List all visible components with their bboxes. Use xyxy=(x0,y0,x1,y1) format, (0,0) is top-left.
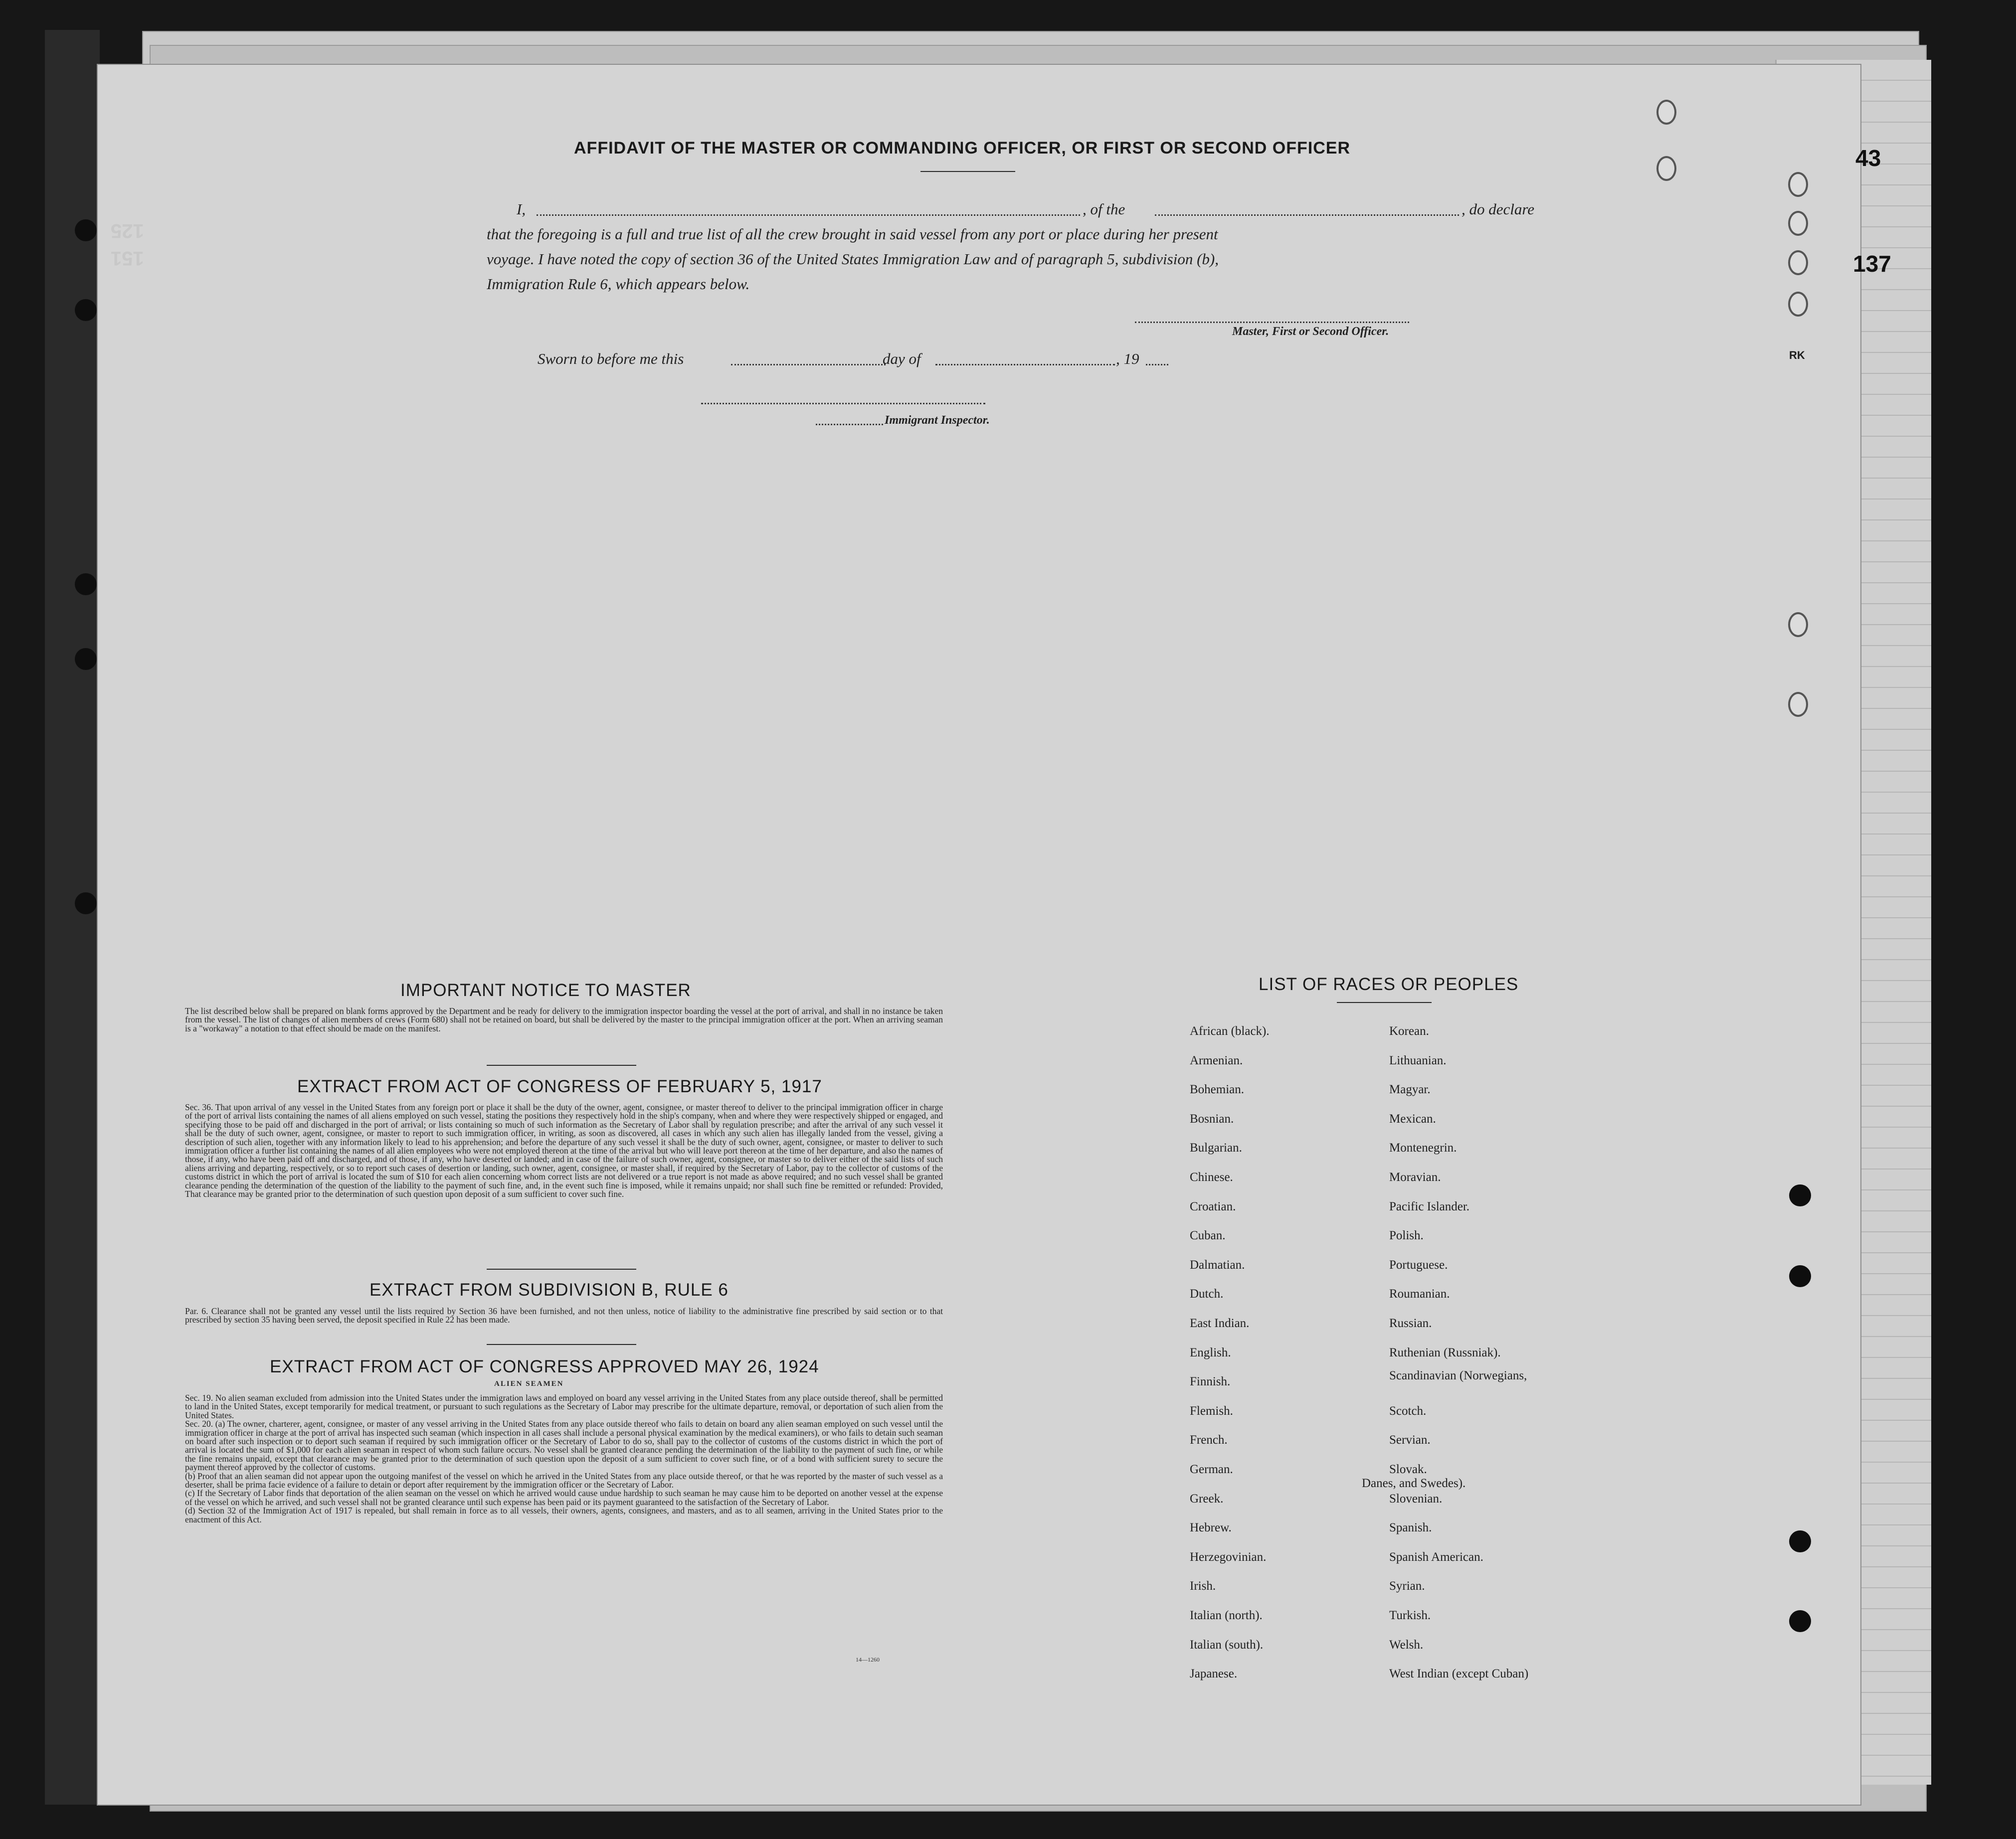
race-right-item: Slovak. xyxy=(1389,1463,1427,1476)
race-right-item: Moravian. xyxy=(1389,1170,1441,1184)
race-left-item: Italian (south). xyxy=(1190,1638,1264,1652)
race-left-item: Hebrew. xyxy=(1190,1521,1232,1535)
race-right-item: Mexican. xyxy=(1389,1112,1436,1126)
year-label: , 19 xyxy=(1116,350,1139,367)
sec-20a: Sec. 20. (a) The owner, charterer, agent, consignee, or master of any vessel arriving in the United States from any place outside thereof who fails to detain on board any alien seaman employed on such vessel until the immigration officer in charge at the port of arrival has inspected such seaman (which inspection in all cases shall include a personal physical examination by the medical examiners), or who fails to detain such seaman on board after such inspection or to deport such seaman if required by such immigration officer or the Secretary of Labor to do so, shall pay to the collector of customs of the customs district in which the port of arrival is located the sum of $1,000 for each alien seaman in respect of whom such failure occurs. No vessel shall be granted clearance pending the determination of the liability to the payment of such fine, or while the fine remains unpaid, except that clearance may be granted prior to the determination of such question upon the deposit of a sum sufficient to cover such fine, or of a bond with sufficient surety to secure the payment thereof approved by the collector of customs. xyxy=(185,1419,943,1473)
race-left-item: French. xyxy=(1190,1433,1228,1447)
race-left-item: Cuban. xyxy=(1190,1229,1226,1243)
sworn-year-blank[interactable] xyxy=(1146,364,1168,365)
race-left-item: Croatian. xyxy=(1190,1199,1236,1213)
punch-hole-ring xyxy=(1656,156,1676,181)
rule6-body: Par. 6. Clearance shall not be granted any vessel until the lists required by Section 36 have been furnished, and not then unless, notice of liability to the administrative fine prescribed by said section or to that prescribed by section 35 having been served, the deposit specified in Rule 22 has been made. xyxy=(185,1306,943,1325)
race-left-item: Bosnian. xyxy=(1190,1112,1234,1126)
extract-1917-divider xyxy=(487,1269,636,1270)
affidavit-declare-label: , do declare xyxy=(1462,200,1535,218)
race-right-item: Roumanian. xyxy=(1389,1287,1450,1301)
race-left-item: Japanese. xyxy=(1190,1667,1238,1681)
race-right-item: Welsh. xyxy=(1389,1638,1424,1652)
race-right-item: Turkish. xyxy=(1389,1609,1431,1622)
sec-20d: (d) Section 32 of the Immigration Act of 1917 is repealed, but shall remain in force as to all vessels, their owners, agents, consignees, and masters, and as to all seamen, arriving in the United States prior to the enactment of this Act. xyxy=(185,1505,943,1524)
affidavit-i-label: I, xyxy=(517,200,526,218)
rule6-divider xyxy=(487,1344,636,1345)
race-right-item: Spanish American. xyxy=(1389,1550,1483,1564)
punch-hole xyxy=(1789,1530,1811,1552)
extract-1924-body xyxy=(185,1394,943,1524)
race-right-item: West Indian (except Cuban) xyxy=(1389,1667,1529,1681)
sec-20c: (c) If the Secretary of Labor finds that deportation of the alien seaman on the vessel on which he arrived would cause undue hardship to such seaman he may cause him to be deported on another vessel at the expense of the vessel on which he arrived, and such vessel shall not be granted clearance until such expense has been paid or its payment guaranteed to the satisfaction of the Secretary of Labor. xyxy=(185,1488,943,1507)
rule6-title: EXTRACT FROM SUBDIVISION B, RULE 6 xyxy=(369,1280,729,1300)
race-right-item: Portuguese. xyxy=(1389,1258,1448,1272)
race-left-item: English. xyxy=(1190,1345,1231,1359)
affidavit-line-3: voyage. I have noted the copy of section 36 of the United States Immigration Law and of paragraph 5, subdivision (b), xyxy=(487,250,1219,268)
master-signature-blank[interactable] xyxy=(1135,322,1409,323)
race-left-item: Irish. xyxy=(1190,1579,1216,1593)
race-right-item: Ruthenian (Russniak). xyxy=(1389,1345,1501,1359)
inspector-signature-blank[interactable] xyxy=(701,403,985,404)
binder-edge xyxy=(45,30,100,1805)
left-margin-number-1: 125 xyxy=(111,220,144,242)
punch-hole-ring xyxy=(1656,100,1676,125)
race-left-item: Dalmatian. xyxy=(1190,1258,1245,1272)
punch-hole-ring xyxy=(1788,292,1808,317)
race-left-item: East Indian. xyxy=(1190,1317,1250,1330)
form-number: 14—1260 xyxy=(856,1656,880,1663)
notice-divider xyxy=(487,1065,636,1066)
race-right-item: Spanish. xyxy=(1389,1521,1432,1535)
punch-hole-ring xyxy=(1788,211,1808,236)
mark-rk: RK xyxy=(1789,349,1805,361)
extract-1924-title: EXTRACT FROM ACT OF CONGRESS APPROVED MAY 26, 1924 xyxy=(270,1357,819,1376)
race-scandinavian-continued: Danes, and Swedes). xyxy=(1362,1477,1466,1490)
race-right-item: Korean. xyxy=(1389,1024,1429,1038)
race-right-item: Scandinavian (Norwegians, xyxy=(1389,1369,1527,1383)
title-underline xyxy=(920,171,1015,172)
punch-hole xyxy=(1789,1184,1811,1206)
affidavit-line-4: Immigration Rule 6, which appears below. xyxy=(487,275,750,293)
race-right-item: Montenegrin. xyxy=(1389,1141,1457,1155)
race-left-item: Italian (north). xyxy=(1190,1609,1263,1622)
stamp-number: 137 xyxy=(1853,251,1891,277)
race-right-item: Lithuanian. xyxy=(1389,1053,1447,1067)
sec-20b: (b) Proof that an alien seaman did not appear upon the outgoing manifest of the vessel on which he arrived in the United States from any place outside thereof, or that he was reported by the master of such vessel as a deserter, shall be prima facie evidence of a failure to detain or deport after requirement by the immigration officer or the Secretary of Labor. xyxy=(185,1471,943,1490)
alien-seamen-subtitle: ALIEN SEAMEN xyxy=(494,1380,564,1388)
notice-title: IMPORTANT NOTICE TO MASTER xyxy=(400,981,691,1000)
affidavit-of-the-label: , of the xyxy=(1083,200,1125,218)
race-left-item: Dutch. xyxy=(1190,1287,1224,1301)
race-right-item: Magyar. xyxy=(1389,1083,1431,1097)
races-underline xyxy=(1337,1002,1432,1003)
race-right-item: Slovenian. xyxy=(1389,1492,1443,1505)
punch-hole-ring xyxy=(1788,692,1808,717)
extract-1917-title: EXTRACT FROM ACT OF CONGRESS OF FEBRUARY 5, 1917 xyxy=(297,1077,822,1096)
binder-hole xyxy=(75,219,97,241)
race-left-item: Flemish. xyxy=(1190,1404,1233,1418)
master-caption: Master, First or Second Officer. xyxy=(1232,325,1389,338)
race-right-item: Scotch. xyxy=(1389,1404,1427,1418)
race-left-item: Bulgarian. xyxy=(1190,1141,1242,1155)
vessel-blank[interactable] xyxy=(1155,214,1459,216)
race-left-item: German. xyxy=(1190,1463,1233,1476)
race-right-item: Russian. xyxy=(1389,1317,1432,1330)
affidavit-title: AFFIDAVIT OF THE MASTER OR COMMANDING OFFICER, OR FIRST OR SECOND OFFICER xyxy=(574,139,1350,158)
race-left-item: Finnish. xyxy=(1190,1375,1231,1389)
race-left-item: Bohemian. xyxy=(1190,1083,1245,1097)
affidavit-line-2: that the foregoing is a full and true list of all the crew brought in said vessel from any port or place during her present xyxy=(487,225,1218,243)
binder-hole xyxy=(75,299,97,321)
left-margin-number-2: 151 xyxy=(111,247,144,269)
inspector-blank-2[interactable] xyxy=(816,424,883,425)
race-right-item: Syrian. xyxy=(1389,1579,1425,1593)
sworn-month-blank[interactable] xyxy=(935,364,1115,365)
punch-hole-ring xyxy=(1788,250,1808,275)
binder-hole xyxy=(75,892,97,914)
race-left-item: Greek. xyxy=(1190,1492,1224,1505)
inspector-caption: Immigrant Inspector. xyxy=(885,414,990,427)
punch-hole-ring xyxy=(1788,172,1808,197)
page-number-top: 43 xyxy=(1855,145,1881,171)
day-of-label: day of xyxy=(883,350,921,367)
notice-body: The list described below shall be prepared on blank forms approved by the Department and be ready for delivery to the immigration inspector boarding the vessel at the port of arrival, and shall in no instance be taken from the vessel. The list of changes of alien members of crews (Form 680) shall not be retained on board, but shall be delivered by the master to the principal immigration officer at the port. When an arriving seaman is a "workaway" a notation to that effect should be made on the manifest. xyxy=(185,1006,943,1033)
sworn-day-blank[interactable] xyxy=(731,364,886,365)
extract-1917-body: Sec. 36. That upon arrival of any vessel in the United States from any foreign port or place it shall be the duty of the owner, agent, consignee, or master thereof to deliver to the principal immigration officer in charge of the port of arrival lists containing the names of all aliens employed on such vessel, stating the positions they respectively hold in the ship's company, when and where they were respectively shipped or engaged, and specifying those to be paid off and discharged in the port of arrival; or lists containing so much of such information as the Secretary of Labor shall by regulation prescribe; and after the arrival of any such vessel it shall be the duty of such owner, agent, consignee, or master to report to such immigration officer, in writing, as soon as discovered, all cases in which any such alien has illegally landed from the vessel, giving a description of such alien, together with any information likely to lead to his apprehension; and before the departure of any such vessel it shall be the duty of such owner, agent, consignee, or master to deliver to such immigration officer a further list containing the names of all alien employees who were not employed thereon at the time of the arrival but who will leave port thereon at the time of her departure, and also the names of those, if any, who have been paid off and discharged, and of those, if any, who have deserted or landed; and in case of the failure of such owner, agent, consignee, or master so to deliver either of the said lists of such aliens arriving and departing, respectively, or so to report such cases of desertion or landing, such owner, agent, consignee, or master shall, if required by the Secretary of Labor, pay to the collector of customs of the customs district in which the port of arrival is located the sum of $10 for each alien concerning whom correct lists are not delivered or a true report is not made as above required; and no such vessel shall be granted clearance pending the determination of the question of the liability to the payment of such fine, and, in the event such fine is imposed, while it remains unpaid; nor shall such fine be remitted or refunded: Provided, That clearance may be granted prior to the determination of such question upon deposit of a sum sufficient to cover such fine. xyxy=(185,1102,943,1199)
sec-19: Sec. 19. No alien seaman excluded from admission into the United States under the immigration laws and employed on board any vessel arriving in the United States from any place outside thereof, shall be permitted to land in the United States, except temporarily for medical treatment, or pursuant to such regulations as the Secretary of Labor may prescribe for the ultimate departure, removal, or deportation of such alien from the United States. xyxy=(185,1393,943,1420)
binder-hole xyxy=(75,573,97,595)
punch-hole xyxy=(1789,1265,1811,1287)
document-page xyxy=(98,65,1891,1805)
race-right-item: Polish. xyxy=(1389,1229,1424,1243)
race-right-item: Pacific Islander. xyxy=(1389,1199,1470,1213)
race-left-item: African (black). xyxy=(1190,1024,1270,1038)
name-blank[interactable] xyxy=(537,214,1080,216)
races-title: LIST OF RACES OR PEOPLES xyxy=(1259,975,1519,994)
punch-hole-ring xyxy=(1788,612,1808,637)
binder-hole xyxy=(75,648,97,670)
sworn-label: Sworn to before me this xyxy=(538,350,684,367)
race-right-item: Servian. xyxy=(1389,1433,1431,1447)
race-left-item: Chinese. xyxy=(1190,1170,1233,1184)
punch-hole xyxy=(1789,1610,1811,1632)
race-left-item: Armenian. xyxy=(1190,1053,1243,1067)
race-left-item: Herzegovinian. xyxy=(1190,1550,1267,1564)
